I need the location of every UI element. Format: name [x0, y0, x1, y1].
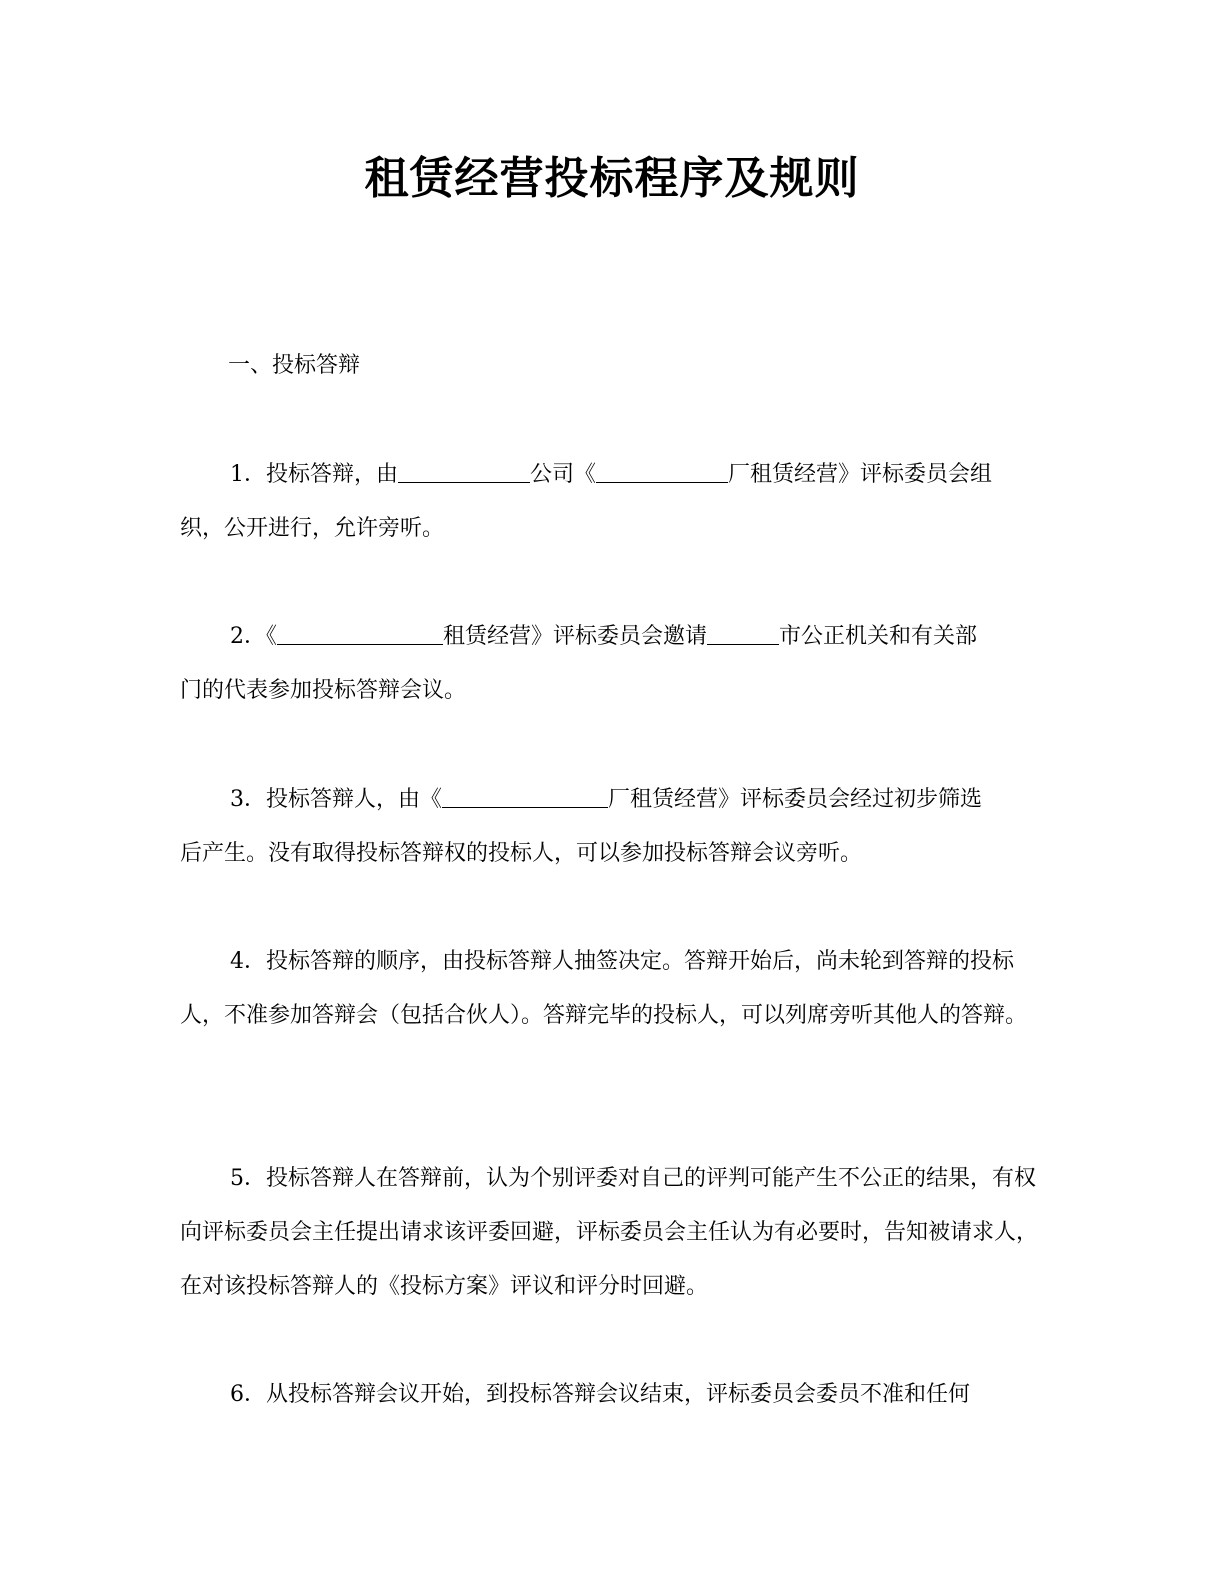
para-number: 2． [230, 624, 266, 649]
paragraph-5: 5．投标答辩人在答辩前，认为个别评委对自己的评判可能产生不公正的结果，有权向评标委员会主任提出请求该评委回避，评标委员会主任认为有必要时，告知被请求人，在对该投标答辩人的《投标方案》评议和评分时回避。 [180, 1166, 1039, 1299]
fill-blank [596, 462, 728, 483]
paragraph-2: 2．《 租赁经营》评标委员会邀请 市公正机关和有关部 门的代表参加投标答辩会议。 [180, 624, 978, 703]
paragraph-6: 6．从投标答辩会议开始，到投标答辩会议结束，评标委员会委员不准和任何 [230, 1382, 971, 1407]
fill-blank [442, 787, 608, 808]
paragraph-1: 1．投标答辩，由 公司《 厂租赁经营》评标委员会组 织，公开进行，允许旁听。 [180, 462, 993, 541]
paragraph-3: 3．投标答辩人，由《 厂租赁经营》评标委员会经过初步筛选 后产生。没有取得投标答辩权的投标人，可以参加投标答辩会议旁听。 [180, 787, 983, 866]
paragraph-4: 4．投标答辩的顺序，由投标答辩人抽签决定。答辩开始后，尚未轮到答辩的投标人，不准参加答辩会（包括合伙人）。答辩完毕的投标人，可以列席旁听其他人的答辩。 [180, 949, 1028, 1028]
para-number: 1． [230, 462, 266, 487]
fill-blank [277, 624, 443, 645]
para-number: 3． [230, 787, 266, 812]
para-number: 6． [230, 1382, 266, 1407]
fill-blank [398, 462, 530, 483]
para-number: 5． [230, 1166, 266, 1191]
para-number: 4． [230, 949, 266, 974]
fill-blank [707, 624, 779, 645]
section-heading: 一、投标答辩 [228, 353, 361, 378]
document-title: 租赁经营投标程序及规则 [364, 153, 860, 204]
